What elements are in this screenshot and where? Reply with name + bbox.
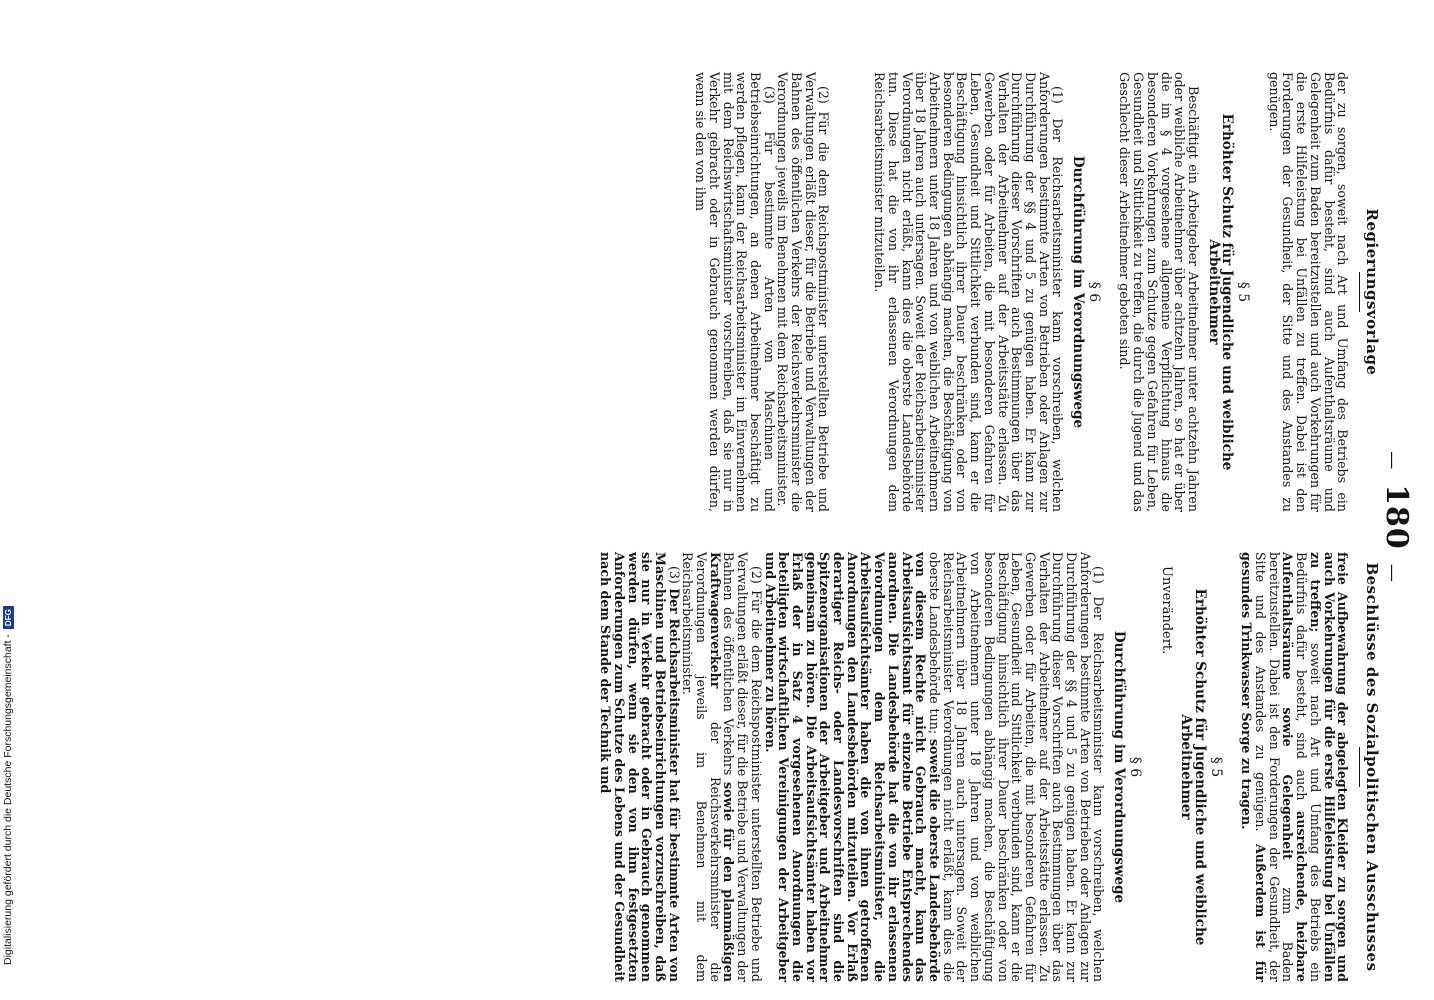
government-s5-title: Erhöhter Schutz für Jugendliche und weibliche Arbeitnehmer [1205,113,1236,471]
committee-s6-p2: (2) Für die dem Reichspostminister unterstellten Betriebe und Verwaltungen erläßt dieser, für die Betriebe und Verwaltungen der Bahnen des öffentlichen Verkehrs sowie für den planmäßigen Kraftwagenverkehr der Reichsverkehrsminister die Verordnungen jeweils im Benehmen mit dem Reichsarbeitsminister. [680,552,764,982]
government-s6-title: Durchführung im Verordnungswege [1070,155,1087,429]
government-s6-p2: (2) Für die dem Reichspostminister unterstellten Betriebe und Verwaltungen erläßt dieser, für die Betriebe und Verwaltungen der Bahnen des öffentlichen Verkehrs der Reichsverkehrsminister die Verordnungen jeweils im Benehmen mit dem Reichsarbeitsminister. [775,72,832,512]
committee-intro: freie Aufbewahrung der abgelegten Kleider zu sorgen und auch Vorkehrungen für die erste Hilfeleistung bei Unfällen zu treffen; soweit nach Art und Umfang des Betriebs ein Bedürfnis dafür besteht, sind auch ausreichende, heizbare Aufenthaltsräume sowie Gelegenheit zum Baden bereitzustellen. Dabei ist den Forderungen der Gesundheit, der Sitte und des Anstandes zu genügen. Außerdem ist für gesundes Trinkwasser Sorge zu tragen. [1239,552,1351,983]
committee-s6-p3: (3) Der Reichsarbeitsminister hat für bestimmte Arten von Maschinen und Betriebseinrichtungen vorzuschreiben, daß sie nur in Verkehr gebracht oder in Gebrauch genommen werden dürfen, wenn sie den von ihm festgesetzten Anforderungen zum Schutze des Lebens und der Gesundheit nach dem Stande der Technik und [598,552,682,983]
credit-text: Digitalisierung gefördert durch die Deutsche Forschungsgemeinschaft - [2,634,14,965]
government-heading: Regierungsvorlage [1363,208,1381,376]
committee-s5-title: Erhöhter Schutz für Jugendliche und weibliche Arbeitnehmer [1178,588,1208,946]
committee-s6-number: § 6 [1126,756,1143,778]
government-s6-p1: (1) Der Reichsarbeitsminister kann vorschreiben, welchen Anforderungen bestimmte Arten von Betrieben oder Anlagen zur Durchführung der §§ 4 und 5 zu genügen haben. Er kann zur Durchführung dieser Vorschriften auch Bestimmungen über das Verhalten der Arbeitnehmer auf der Arbeitsstätte erlassen. Zu Gewerben oder für Arbeiten, die mit besonderen Gefahren für Leben, Gesundheit und Sittlichkeit verbunden sind, kann er die Beschäftigung hinsichtlich ihrer Dauer beschränken oder von besonderen Bedingungen abhängig machen, die Beschäftigung von Arbeitnehmern unter 18 Jahren und von weiblichen Arbeitnehmern über 18 Jahren auch untersagen. Soweit der Reichsarbeitsminister Verordnungen nicht erläßt, kann dies die oberste Landesbehörde tun. Diese hat die von ihr erlassenen Verordnungen dem Reichsarbeitsminister mitzuteilen. [872,72,1066,512]
committee-s6-p1: (1) Der Reichsarbeitsminister kann vorschreiben, welchen Anforderungen bestimmte Arten von Betrieben oder Anlagen zur Durchführung der §§ 4 und 5 zu genügen haben. Er kann zur Durchführung dieser Vorschriften auch Bestimmungen über das Verhalten der Arbeitnehmer auf der Arbeitsstätte erlassen. Zu Gewerben oder für Arbeiten, die mit besonderen Gefahren für Leben, Gesundheit und Sittlichkeit verbunden sind, kann er die Beschäftigung hinsichtlich ihrer Dauer beschränken oder von besonderen Bedingungen abhängig machen, die Beschäftigung von Arbeitnehmern unter 18 Jahren und von weiblichen Arbeitnehmern über 18 Jahren auch untersagen. Soweit der Reichsarbeitsminister Verordnungen nicht erläßt, kann dies die oberste Landesbehörde tun; soweit die oberste Landesbehörde von diesem Rechte nicht Gebrauch macht, kann das Arbeitsaufsichtsamt für einzelne Betriebe Entsprechendes anordnen. Die Landesbehörde hat die von ihr erlassenen Verordnungen dem Reichsarbeitsminister, die Arbeitsaufsichtsämter haben die von ihnen getroffenen Anordnungen den Landesbehörden mitzuteilen. Vor Erlaß derartiger Reichs- oder Landesvorschriften sind die Spitzenorganisationen der Arbeitgeber und Arbeitnehmer gemeinsam zu hören. Die Arbeitsaufsichtsämter haben vor Erlaß der in Satz 4 vorgesehenen Anordnungen die beteiligten wirtschaftlichen Vereinigungen der Arbeitgeber und Arbeitnehmer zu hören. [762,552,1107,982]
heading-rule [1359,272,1360,312]
committee-heading: Beschlüsse des Sozialpolitischen Ausschusses [1363,562,1381,972]
digitization-credit [1,25,15,965]
committee-s6-title: Durchführung im Verordnungswege [1111,630,1128,904]
dfg-logo: DFG [3,606,14,629]
committee-s5-number: § 5 [1207,756,1224,778]
page-number: —180— [1379,451,1414,583]
committee-column [598,552,1381,983]
government-column [693,72,1381,512]
government-s5-number: § 5 [1235,281,1252,303]
document-page [20,42,1420,992]
government-s6-p3: (3) Für bestimmte Arten von Maschinen und Betriebseinrichtungen, an denen Arbeitnehmer beschäftigt zu werden pflegen, kann der Reichsarbeitsminister im Einvernehmen mit dem Reichswirtschaftsminister vorschreiben, daß sie nur in Verkehr gebracht oder in Gebrauch genommen werden dürfen, wenn sie den von ihm [693,72,777,512]
government-intro: der zu sorgen, soweit nach Art und Umfang des Betriebs ein Bedürfnis dafür besteht, sind auch Aufenthaltsräume und Gelegenheit zum Baden bereitzustellen und auch Vorkehrungen für die erste Hilfeleistung bei Unfällen zu treffen. Dabei ist den Forderungen der Gesundheit, der Sitte und des Anstandes zu genügen. [1266,72,1351,512]
government-s6-number: § 6 [1085,281,1102,303]
committee-s5-text: Unverändert. [1158,566,1174,655]
government-s5-text: Beschäftigt ein Arbeitgeber Arbeitnehmer unter achtzehn Jahren oder weibliche Arbeitnehmer über achtzehn Jahren, so hat er über die im § 4 vorgesehene allgemeine Verpflichtung hinaus die besonderen Vorkehrungen zum Schutze gegen Gefahren für Leben, Gesundheit und Sittlichkeit zu treffen, die durch die Jugend und das Geschlecht dieser Arbeitnehmer geboten sind. [1117,72,1201,512]
heading-rule [1359,747,1360,787]
